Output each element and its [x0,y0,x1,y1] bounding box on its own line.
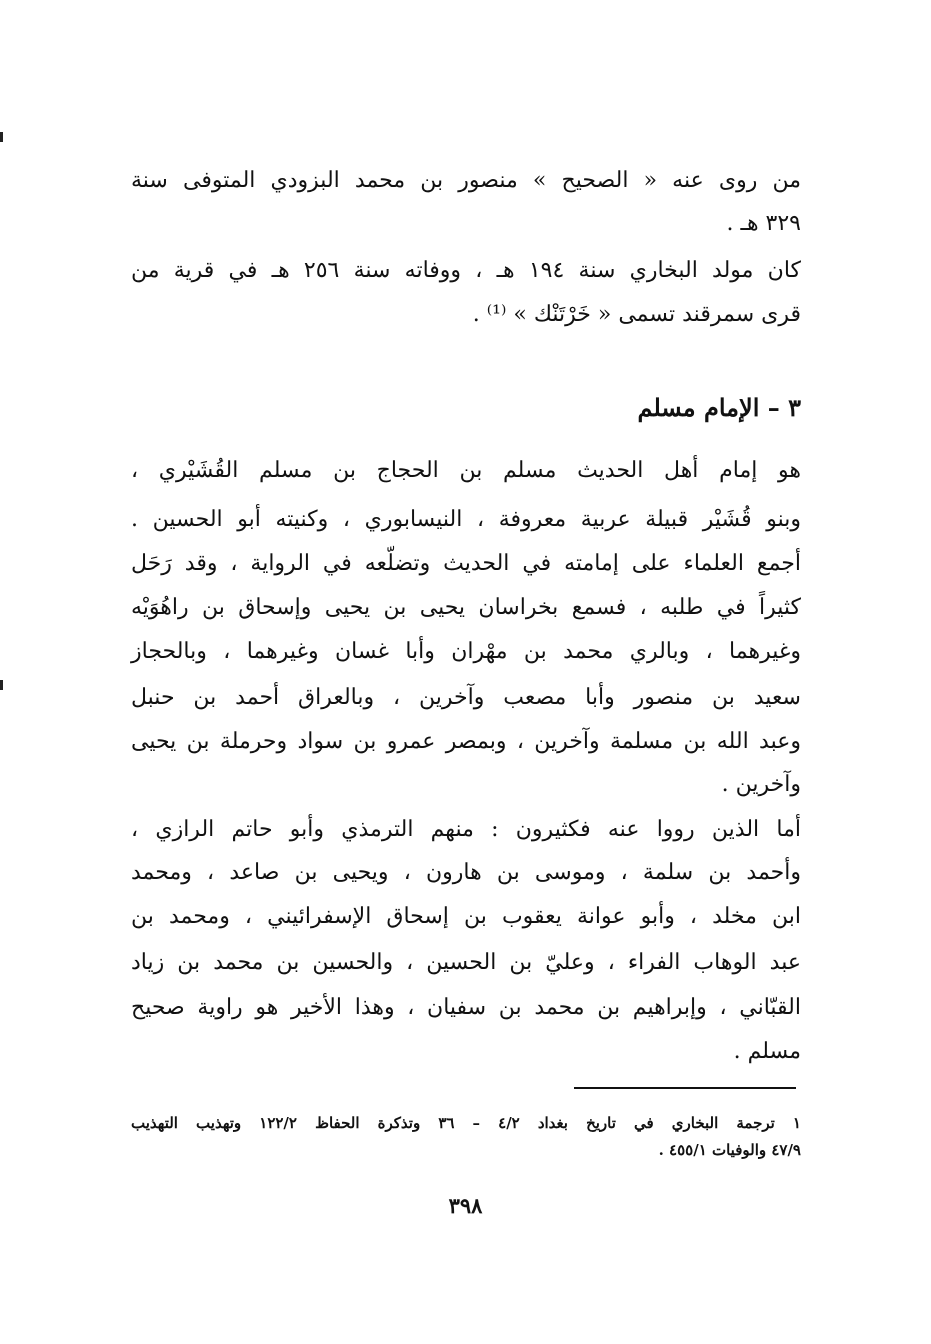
section-line-9: أما الذين رووا عنه فكثيرون : منهم الترمذي وأبو حاتم الرازي ، [131,817,801,842]
section-line-5: وغيرهما ، وبالري محمد بن مهْران وأبا غسان وغيرهما ، وبالحجاز [131,639,801,664]
section-heading: ٣ – الإمام مسلم [637,393,801,422]
section-line-3: أجمع العلماء على إمامته في الحديث وتضلّعه في الرواية ، وقد رَحَل [131,551,801,576]
section-line-12: عبد الوهاب الفراء ، وعليّ بن الحسين ، والحسين بن محمد بن زياد [131,950,801,975]
footnote-separator [574,1087,796,1089]
section-line-13: القبّاني ، وإبراهيم بن محمد بن سفيان ، وهذا الأخير هو راوية صحيح [131,995,801,1020]
margin-mark-left-top [0,132,3,142]
body-line-3: كان مولد البخاري سنة ١٩٤ هـ ، ووفاته سنة ٢٥٦ هـ في قرية من [131,258,801,283]
page-number: ٣٩٨ [448,1193,483,1218]
body-line-2: ٣٢٩ هـ . [726,211,801,236]
margin-mark-left-mid [0,680,3,690]
footnote-line-2: ٤٧/٩ والوفيات ٤٥٥/١ . [658,1141,801,1159]
section-line-10: وأحمد بن سلمة ، وموسى بن هارون ، ويحيى بن صاعد ، ومحمد [131,860,801,885]
section-line-7: وعبد الله بن مسلمة وآخرين ، وبمصر عمرو بن سواد وحرملة بن يحيى [131,729,801,754]
section-line-4: كثيراً في طلبه ، فسمع بخراسان يحيى بن يحيى وإسحاق بن راهُوَيْه [131,595,801,620]
section-line-8: وآخرين . [721,772,801,797]
section-line-6: سعيد بن منصور وأبا مصعب وآخرين ، وبالعراق أحمد بن حنبل [131,685,801,710]
footnote-line-1: ١ ترجمة البخاري في تاريخ بغداد ٤/٢ – ٣٦ وتذكرة الحفاظ ١٢٢/٢ وتهذيب التهذيب [131,1114,801,1132]
section-line-11: ابن مخلد ، وأبو عوانة يعقوب بن إسحاق الإسفرائيني ، ومحمد بن [131,904,801,929]
section-line-2: وبنو قُشَيْر قبيلة عربية معروفة ، النيسابوري ، وكنيته أبو الحسين . [131,507,801,532]
body-line-1: من روى عنه « الصحيح » منصور بن محمد البزودي المتوفى سنة [131,168,801,193]
body-line-4: قرى سمرقند تسمى « خَرْتَنْك » ⁽¹⁾ . [472,302,801,327]
section-line-14: مسلم . [733,1039,801,1064]
section-line-1: هو إمام أهل الحديث مسلم بن الحجاج بن مسلم القُشَيْري ، [131,458,801,483]
